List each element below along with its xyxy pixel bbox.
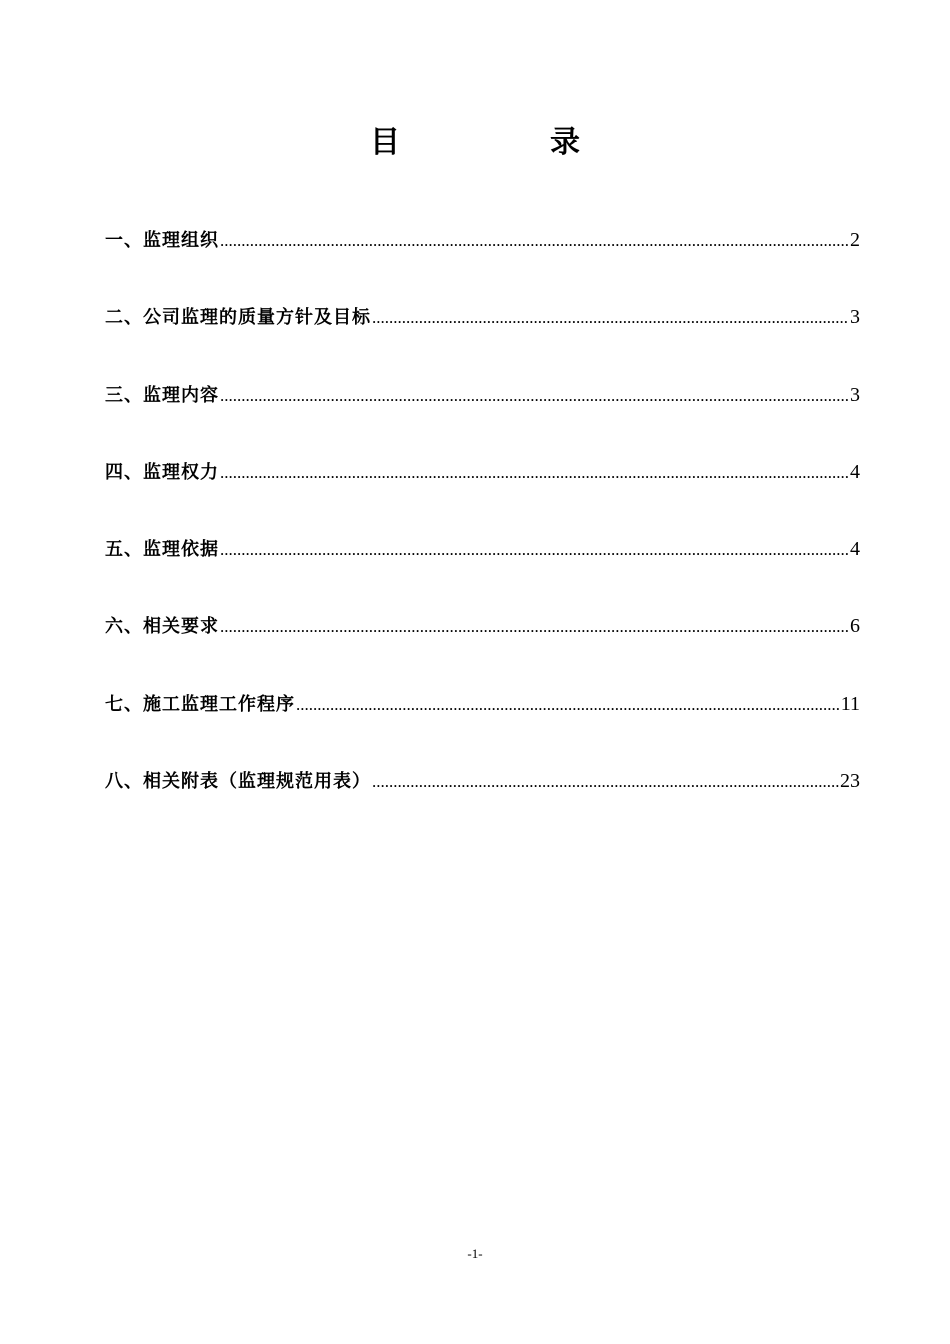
toc-entry-label: 八、相关附表（监理规范用表） — [105, 771, 371, 793]
toc-entry[interactable] — [105, 608, 860, 685]
toc-leader-dots — [372, 764, 839, 800]
toc-entry-label: 二、公司监理的质量方针及目标 — [105, 307, 371, 329]
toc-entry-page: 6 — [850, 615, 860, 638]
toc-leader-dots — [220, 532, 849, 568]
toc-leader-dots — [220, 609, 849, 645]
toc-entry[interactable] — [105, 222, 860, 299]
toc-entry-label: 四、监理权力 — [105, 461, 219, 483]
toc-entry-page: 3 — [850, 306, 860, 329]
toc-entry-label: 五、监理依据 — [105, 539, 219, 561]
toc-leader-dots — [220, 455, 849, 491]
toc-entry-page: 4 — [850, 538, 860, 561]
toc-entry[interactable] — [105, 454, 860, 531]
toc-entry[interactable] — [105, 299, 860, 376]
toc-leader-dots — [220, 223, 849, 259]
toc-leader-dots — [372, 300, 849, 336]
toc-entry-label: 一、监理组织 — [105, 230, 219, 251]
toc-entry-page: 2 — [850, 229, 860, 251]
toc-leader-dots — [296, 687, 840, 723]
toc-entry-page: 11 — [840, 692, 860, 715]
toc-entry-label: 三、监理内容 — [105, 384, 219, 406]
table-of-contents — [105, 222, 860, 840]
toc-entry[interactable] — [105, 531, 860, 608]
toc-entry-page: 3 — [850, 383, 860, 406]
toc-entry[interactable] — [105, 377, 860, 454]
page-title: 目 录 — [370, 125, 640, 160]
page-number-footer: -1- — [467, 1246, 483, 1261]
toc-entry[interactable] — [105, 763, 860, 840]
toc-entry-page: 4 — [850, 460, 860, 483]
toc-leader-dots — [220, 378, 849, 414]
toc-entry[interactable] — [105, 686, 860, 763]
toc-entry-label: 六、相关要求 — [105, 616, 219, 638]
toc-entry-page: 23 — [840, 770, 860, 793]
toc-entry-label: 七、施工监理工作程序 — [105, 693, 295, 715]
